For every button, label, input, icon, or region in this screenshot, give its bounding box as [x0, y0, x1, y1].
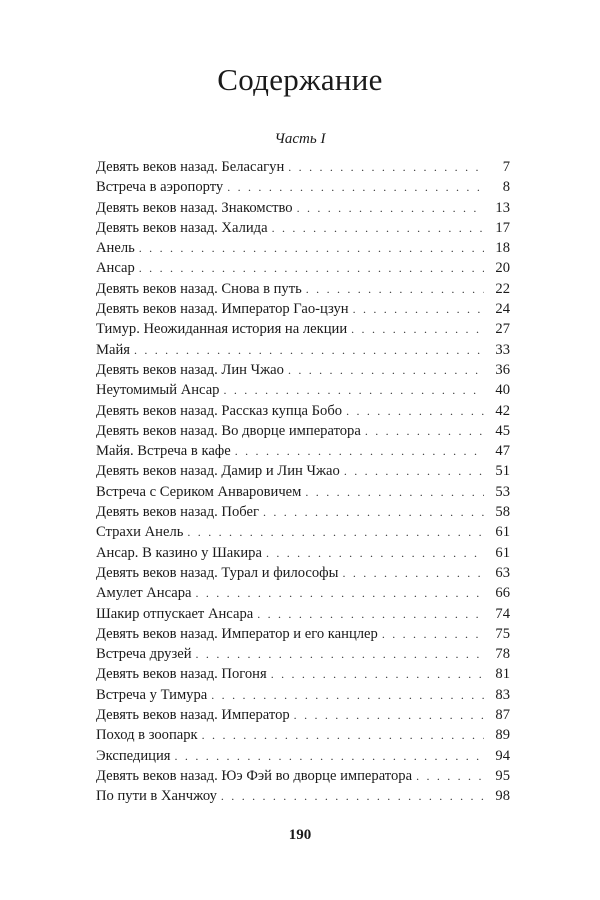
- toc-leader-dots: [195, 583, 484, 603]
- toc-leader-dots: [139, 238, 484, 258]
- toc-entry: [96, 157, 510, 177]
- toc-entry: [96, 563, 510, 583]
- toc-entry-page: 36: [495, 361, 510, 378]
- toc-entry-title: Девять веков назад. Юэ Фэй во дворце императора: [96, 767, 413, 784]
- page-number: 190: [288, 827, 312, 843]
- toc-entry: [96, 766, 510, 786]
- toc-entry-title: Девять веков назад. Император и его канцлер: [96, 625, 378, 642]
- toc-entry-title: Майя: [96, 341, 130, 358]
- toc-entry-title: Страхи Анель: [96, 524, 184, 541]
- toc-entry: [96, 380, 510, 400]
- toc-leader-dots: [342, 563, 484, 583]
- toc-leader-dots: [211, 685, 484, 705]
- toc-entry-title: Майя. Встреча в кафе: [96, 443, 231, 460]
- toc-entry-page: 33: [495, 341, 510, 358]
- toc-entry: [96, 522, 510, 542]
- toc-entry-page: 18: [495, 240, 510, 257]
- toc-leader-dots: [221, 786, 484, 806]
- toc-entry-title: Девять веков назад. Дамир и Лин Чжао: [96, 463, 340, 480]
- toc-entry-page: 47: [495, 443, 510, 460]
- toc-entry: [96, 319, 510, 339]
- toc-entry: [96, 705, 510, 725]
- toc-entry: [96, 786, 510, 806]
- toc-entry-page: 98: [495, 788, 510, 805]
- toc-entry-page: 17: [495, 219, 510, 236]
- toc-entry-title: Девять веков назад. Снова в путь: [96, 280, 302, 297]
- toc-leader-dots: [227, 177, 484, 197]
- toc-leader-dots: [202, 725, 484, 745]
- toc-leader-dots: [297, 198, 484, 218]
- toc-entry-title: Встреча у Тимура: [96, 686, 208, 703]
- toc-entry-title: Девять веков назад. Турал и философы: [96, 564, 339, 581]
- toc-leader-dots: [365, 421, 484, 441]
- toc-entry: [96, 725, 510, 745]
- toc-entry: [96, 746, 510, 766]
- toc-entry-title: Экспедиция: [96, 747, 171, 764]
- toc-entry-page: 83: [495, 686, 510, 703]
- toc-entry-page: 94: [495, 747, 510, 764]
- toc-entry-title: Неутомимый Ансар: [96, 382, 220, 399]
- toc-entry: [96, 340, 510, 360]
- toc-entry-title: Шакир отпускает Ансара: [96, 605, 254, 622]
- toc-entry-title: Встреча с Сериком Анваровичем: [96, 483, 302, 500]
- toc-leader-dots: [257, 604, 484, 624]
- toc-entry-page: 61: [495, 544, 510, 561]
- table-of-contents: [96, 157, 510, 807]
- toc-entry-page: 22: [495, 280, 510, 297]
- toc-entry-page: 45: [495, 422, 510, 439]
- toc-entry: [96, 299, 510, 319]
- toc-entry-title: Девять веков назад. Император: [96, 707, 290, 724]
- toc-leader-dots: [223, 380, 484, 400]
- toc-leader-dots: [235, 441, 484, 461]
- toc-leader-dots: [306, 279, 484, 299]
- toc-entry: [96, 664, 510, 684]
- toc-entry-title: Поход в зоопарк: [96, 727, 198, 744]
- toc-entry-page: 74: [495, 605, 510, 622]
- toc-entry: [96, 279, 510, 299]
- toc-leader-dots: [175, 746, 484, 766]
- toc-entry: [96, 604, 510, 624]
- toc-entry: [96, 198, 510, 218]
- toc-entry: [96, 258, 510, 278]
- toc-entry-page: 58: [495, 504, 510, 521]
- toc-entry: [96, 401, 510, 421]
- toc-entry: [96, 177, 510, 197]
- toc-entry-page: 27: [495, 321, 510, 338]
- toc-entry: [96, 685, 510, 705]
- toc-entry: [96, 583, 510, 603]
- toc-entry-page: 89: [495, 727, 510, 744]
- toc-entry: [96, 461, 510, 481]
- toc-leader-dots: [134, 340, 484, 360]
- toc-entry-title: Тимур. Неожиданная история на лекции: [96, 321, 348, 338]
- toc-entry-title: Ансар. В казино у Шакира: [96, 544, 262, 561]
- toc-entry-page: 53: [495, 483, 510, 500]
- toc-entry-title: По пути в Ханчжоу: [96, 788, 217, 805]
- toc-entry-title: Девять веков назад. Беласагун: [96, 159, 285, 175]
- toc-entry-title: Встреча друзей: [96, 646, 192, 663]
- toc-entry: [96, 218, 510, 238]
- toc-leader-dots: [351, 319, 484, 339]
- toc-entry: [96, 482, 510, 502]
- toc-entry-page: 51: [495, 463, 510, 480]
- toc-entry-page: 87: [495, 707, 510, 724]
- toc-entry-page: 42: [495, 402, 510, 419]
- toc-entry: [96, 543, 510, 563]
- toc-entry-page: 24: [495, 301, 510, 318]
- toc-entry-title: Девять веков назад. Лин Чжао: [96, 361, 284, 378]
- toc-leader-dots: [353, 299, 484, 319]
- part-heading: Часть I: [274, 131, 326, 147]
- toc-entry-page: 40: [495, 382, 510, 399]
- toc-leader-dots: [187, 522, 484, 542]
- toc-entry-page: 81: [495, 666, 510, 683]
- toc-entry-title: Девять веков назад. Побег: [96, 504, 259, 521]
- toc-leader-dots: [196, 644, 484, 664]
- toc-entry-title: Девять веков назад. Рассказ купца Бобо: [96, 402, 343, 419]
- toc-leader-dots: [272, 218, 484, 238]
- toc-entry: [96, 421, 510, 441]
- toc-entry: [96, 624, 510, 644]
- toc-entry: [96, 644, 510, 664]
- toc-entry-page: 78: [495, 646, 510, 663]
- toc-leader-dots: [288, 157, 484, 177]
- toc-entry-page: 13: [495, 199, 510, 216]
- toc-entry-title: Встреча в аэропорту: [96, 179, 224, 196]
- toc-leader-dots: [346, 401, 484, 421]
- toc-entry-page: 20: [495, 260, 510, 277]
- page-title: Содержание: [217, 62, 383, 97]
- toc-leader-dots: [266, 543, 484, 563]
- toc-entry-page: 7: [502, 159, 510, 175]
- toc-leader-dots: [416, 766, 484, 786]
- toc-entry-page: 63: [495, 564, 510, 581]
- toc-entry: [96, 502, 510, 522]
- toc-entry-title: Анель: [96, 240, 135, 257]
- toc-entry-page: 75: [495, 625, 510, 642]
- toc-entry: [96, 441, 510, 461]
- toc-entry-page: 66: [495, 585, 510, 602]
- toc-leader-dots: [139, 258, 484, 278]
- toc-entry-title: Девять веков назад. Во дворце императора: [96, 422, 361, 439]
- toc-entry: [96, 360, 510, 380]
- toc-entry-page: 95: [495, 767, 510, 784]
- toc-entry: [96, 238, 510, 258]
- toc-entry-title: Девять веков назад. Погоня: [96, 666, 267, 683]
- toc-leader-dots: [288, 360, 484, 380]
- toc-entry-page: 61: [495, 524, 510, 541]
- toc-leader-dots: [344, 461, 484, 481]
- toc-entry-title: Ансар: [96, 260, 135, 277]
- toc-leader-dots: [271, 664, 484, 684]
- toc-entry-title: Девять веков назад. Знакомство: [96, 199, 293, 216]
- toc-leader-dots: [263, 502, 484, 522]
- toc-leader-dots: [305, 482, 484, 502]
- toc-leader-dots: [382, 624, 484, 644]
- toc-entry-title: Девять веков назад. Халида: [96, 219, 268, 236]
- toc-entry-title: Девять веков назад. Император Гао-цзун: [96, 301, 349, 318]
- toc-entry-title: Амулет Ансара: [96, 585, 192, 602]
- toc-entry-page: 8: [502, 179, 510, 196]
- toc-leader-dots: [294, 705, 484, 725]
